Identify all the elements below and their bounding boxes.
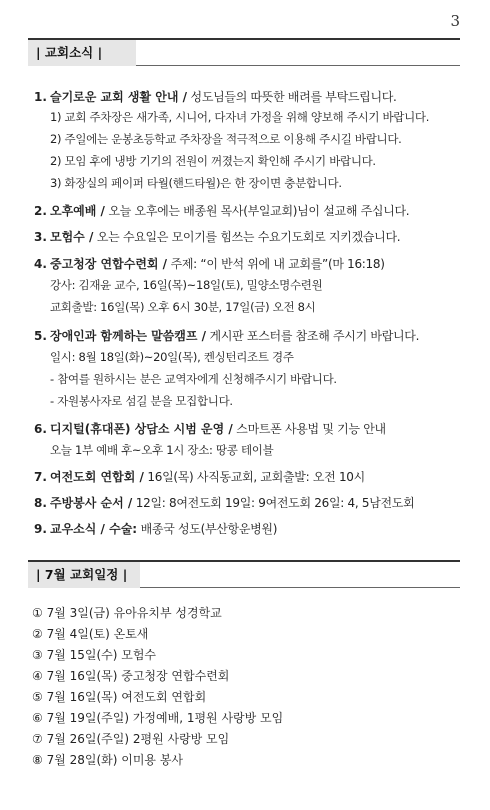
news-item-8 (34, 494, 414, 511)
news-item-4-sub-2: 교회출발: 16일(목) 오후 6시 30분, 17일(금) 오전 8시 (50, 300, 316, 314)
church-news-header (28, 38, 460, 66)
schedule-row: ③ 7월 15일(수) 모험수 (32, 648, 157, 662)
news-item-3 (34, 228, 400, 245)
news-item-1 (34, 88, 397, 105)
news-item-body: 스마트폰 사용법 및 기능 안내 (232, 422, 386, 436)
news-item-number: 5. (34, 329, 47, 343)
news-item-body: 배종국 성도(부산항운병원) (137, 522, 278, 536)
news-item-5-sub-3: - 자원봉사자로 섬길 분을 모집합니다. (50, 394, 233, 408)
news-item-body: 12일: 8여전도회 19일: 9여전도회 26일: 4, 5남전도회 (132, 496, 415, 510)
july-schedule-header (28, 560, 460, 588)
news-item-heading: 주방봉사 순서 / (50, 496, 133, 510)
news-item-heading: 오후예배 / (50, 204, 105, 218)
news-item-number: 9. (34, 522, 47, 536)
news-item-body: 주제: “이 반석 위에 내 교회를”(마 16:18) (167, 257, 385, 271)
news-item-heading: 디지털(휴대폰) 상담소 시범 운영 / (50, 422, 233, 436)
news-item-1-sub-4: 3) 화장실의 페이퍼 타월(핸드타월)은 한 장이면 충분합니다. (50, 176, 342, 190)
news-item-number: 6. (34, 422, 47, 436)
news-item-1-sub-2: 2) 주일에는 운봉초등학교 주차장을 적극적으로 이용해 주시길 바랍니다. (50, 132, 402, 146)
news-item-heading: 중고청장 연합수련회 / (50, 257, 168, 271)
news-item-heading: 슬기로운 교회 생활 안내 / (50, 90, 188, 104)
news-item-body: 게시판 포스터를 참조해 주시기 바랍니다. (206, 329, 420, 343)
news-item-number: 3. (34, 230, 47, 244)
news-item-5 (34, 327, 419, 344)
news-item-2 (34, 202, 409, 219)
news-item-6-sub-1: 오늘 1부 예배 후~오후 1시 장소: 땅콩 테이블 (50, 443, 274, 457)
news-item-body: 성도님들의 따뜻한 배려를 부탁드립니다. (187, 90, 397, 104)
church-news-title: | 교회소식 | (28, 40, 136, 66)
schedule-row: ④ 7월 16일(목) 중고청장 연합수련회 (32, 669, 230, 683)
news-item-6 (34, 420, 386, 437)
july-schedule-title: | 7월 교회일정 | (28, 562, 140, 588)
news-item-number: 1. (34, 90, 47, 104)
news-item-number: 2. (34, 204, 47, 218)
news-item-heading: 여전도회 연합회 / (50, 470, 144, 484)
news-item-heading: 장애인과 함께하는 말씀캠프 / (50, 329, 207, 343)
news-item-number: 7. (34, 470, 47, 484)
schedule-row: ⑤ 7월 16일(목) 여전도회 연합회 (32, 690, 207, 704)
news-item-number: 4. (34, 257, 47, 271)
news-item-body: 오는 수요일은 모이기를 힘쓰는 수요기도회로 지키겠습니다. (93, 230, 401, 244)
news-item-9 (34, 520, 277, 537)
news-item-5-sub-1: 일시: 8월 18일(화)~20일(목), 켄싱턴리조트 경주 (50, 350, 294, 364)
schedule-row: ① 7월 3일(금) 유아유치부 성경학교 (32, 606, 222, 620)
news-item-5-sub-2: - 참여를 원하시는 분은 교역자에게 신청해주시기 바랍니다. (50, 372, 337, 386)
news-item-7 (34, 468, 365, 485)
schedule-row: ⑥ 7월 19일(주일) 가정예배, 1평원 사랑방 모임 (32, 711, 284, 725)
schedule-row: ② 7월 4일(토) 온토새 (32, 627, 149, 641)
news-item-4 (34, 255, 385, 272)
schedule-row: ⑧ 7월 28일(화) 이미용 봉사 (32, 753, 184, 767)
news-item-1-sub-1: 1) 교회 주차장은 새가족, 시니어, 다자녀 가정을 위해 양보해 주시기 바랍니다. (50, 110, 430, 124)
news-item-1-sub-3: 2) 모임 후에 냉방 기기의 전원이 꺼졌는지 확인해 주시기 바랍니다. (50, 154, 376, 168)
news-item-heading: 모험수 / (50, 230, 94, 244)
page-number: 3 (450, 12, 460, 30)
news-item-body: 16일(목) 사직동교회, 교회출발: 오전 10시 (143, 470, 365, 484)
news-item-number: 8. (34, 496, 47, 510)
news-item-heading: 교우소식 / 수술: (50, 522, 138, 536)
news-item-4-sub-1: 강사: 김재윤 교수, 16일(목)~18일(토), 밀양소명수련원 (50, 278, 323, 292)
news-item-body: 오늘 오후에는 배종원 목사(부일교회)님이 설교해 주십니다. (104, 204, 410, 218)
schedule-row: ⑦ 7월 26일(주일) 2평원 사랑방 모임 (32, 732, 230, 746)
